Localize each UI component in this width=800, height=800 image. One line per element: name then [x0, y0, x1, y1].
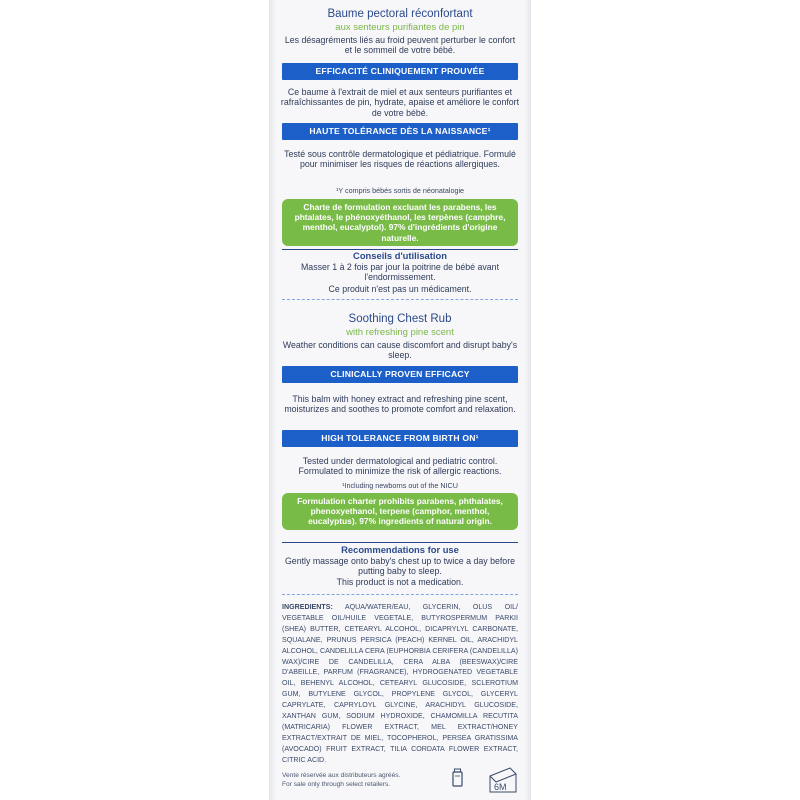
fr-para1: Ce baume à l'extrait de miel et aux senteurs purifiantes et rafraîchissantes de pin, hydrate, apaise et améliore le confort de votre bébé.: [280, 87, 520, 118]
fr-formulation-box: Charte de formulation excluant les parabens, les phtalates, le phénoxyéthanol, les terpènes (camphre, menthol, eucalyptol). 97% d'ingrédients d'origine naturelle.: [282, 199, 518, 246]
ingredients-separator: [282, 594, 518, 595]
ingredients-label: INGREDIENTS:: [282, 603, 333, 611]
footer-en: For sale only through select retailers.: [282, 781, 391, 788]
section-separator: [282, 299, 518, 300]
footer-fr: Vente réservée aux distributeurs agréés.: [282, 772, 401, 779]
fr-subtitle: aux senteurs purifiantes de pin: [335, 22, 465, 33]
ingredients-list: [282, 602, 518, 766]
fr-footnote: ¹Y compris bébés sortis de néonatalogie: [335, 186, 465, 195]
footer-text: [282, 771, 432, 789]
ingredients-text: AQUA/WATER/EAU, GLYCERIN, OLUS OIL/ VEGETABLE OIL/HUILE VEGETALE, BUTYROSPERMUM PARKII (SHEA) BUTTER, CETEARYL ALCOHOL, DICAPRYLYL CARBONATE, SQUALANE, PRUNUS PERSICA (PEACH) KERNEL OIL, ARACHIDYL ALCOHOL, CANDELILLA CERA (EUPHORBIA CERIFERA (CANDELILLA) WAX)/CIRE DE CANDELILLA, CERA ALBA (BEESWAX)/CIRE D'ABEILLE, PARFUM (FRAGRANCE), HYDROGENATED VEGETABLE OIL, BEHENYL ALCOHOL, CETEARYL GLUCOSIDE, SCLEROTIUM GUM, BUTYLENE GLYCOL, PROPYLENE GLYCOL, GLYCERYL CAPRYLATE, CAPRYLOYL GLYCINE, ARACHIDYL GLUCOSIDE, XANTHAN GUM, SODIUM HYDROXIDE, CHAMOMILLA RECUTITA (MATRICARIA) FLOWER EXTRACT, MEL EXTRACT/HONEY EXTRACT/EXTRAIT DE MIEL, TOCOPHEROL, PERSEA GRATISSIMA (AVOCADO) FRUIT EXTRACT, TILIA CORDATA FLOWER EXTRACT, CITRIC ACID.: [282, 603, 518, 764]
panel-edge-shade-right: [524, 0, 530, 800]
panel-edge-shade-left: [270, 0, 276, 800]
period-after-opening-icon: [486, 764, 520, 800]
en-para1: This balm with honey extract and refreshing pine scent, moisturizes and soothes to promote comfort and relaxation.: [284, 394, 516, 415]
en-para2: Tested under dermatological and pediatric control. Formulated to minimize the risk of allergic reactions.: [298, 456, 502, 477]
en-rec: Gently massage onto baby's chest up to twice a day before putting baby to sleep.: [284, 556, 516, 577]
pao-label: 6M: [494, 782, 507, 792]
en-subtitle: with refreshing pine scent: [346, 327, 454, 338]
fr-title: Baume pectoral réconfortant: [327, 8, 473, 20]
en-title: Soothing Chest Rub: [348, 313, 452, 325]
en-formulation-box: Formulation charter prohibits parabens, phthalates, phenoxyethanol, terpene (camphor, menthol, eucalyptus). 97% ingredients of natural origin.: [282, 493, 518, 530]
fr-efficacy-bar: EFFICACITÉ CLINIQUEMENT PROUVÉE: [282, 63, 518, 80]
en-intro: Weather conditions can cause discomfort and disrupt baby's sleep.: [282, 340, 518, 361]
fr-advice-title: Conseils d'utilisation: [353, 250, 447, 261]
product-label-panel: [270, 0, 530, 800]
en-tolerance-bar: HIGH TOLERANCE FROM BIRTH ON¹: [282, 430, 518, 447]
en-rec-note: This product is not a medication.: [336, 577, 464, 587]
fr-advice: Masser 1 à 2 fois par jour la poitrine de bébé avant l'endormissement.: [300, 262, 500, 283]
fr-advice-note: Ce produit n'est pas un médicament.: [328, 284, 472, 294]
jar-icon: [450, 766, 466, 793]
fr-para2: Testé sous contrôle dermatologique et pédiatrique. Formulé pour minimiser les risques de réactions allergiques.: [284, 149, 516, 170]
en-efficacy-bar: CLINICALLY PROVEN EFFICACY: [282, 366, 518, 383]
en-rec-title: Recommendations for use: [341, 544, 459, 555]
fr-intro: Les désagréments liés au froid peuvent perturber le confort et le sommeil de votre bébé.: [284, 35, 516, 56]
en-footnote: ¹Including newborns out of the NICU: [342, 481, 458, 490]
fr-tolerance-bar: HAUTE TOLÉRANCE DÈS LA NAISSANCE¹: [282, 123, 518, 140]
en-divider: [282, 542, 518, 543]
